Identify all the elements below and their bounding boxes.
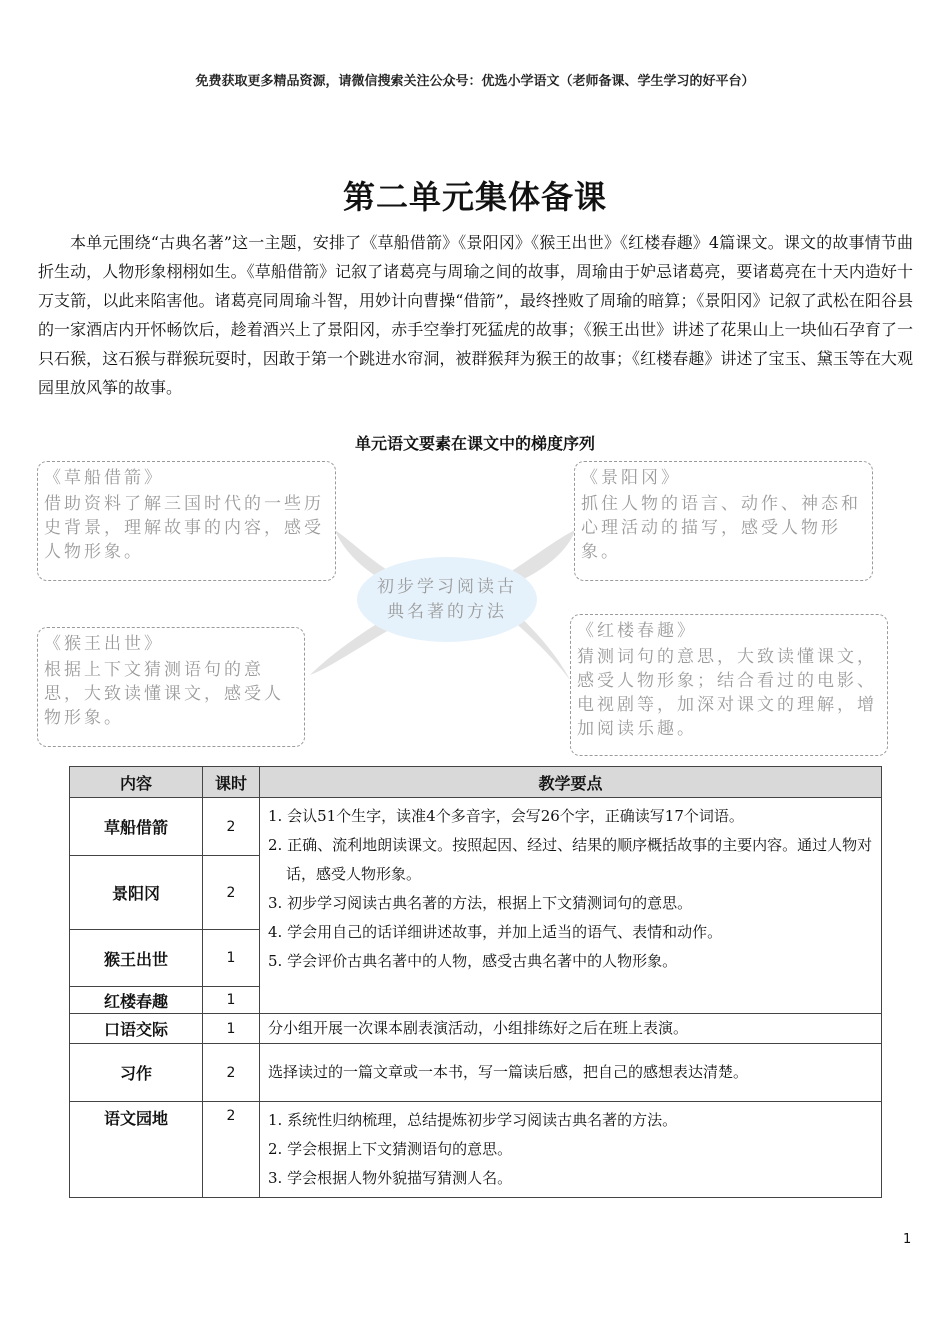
box-title: 《草船借箭》 (44, 468, 164, 488)
row-name: 习作 (70, 1044, 203, 1102)
row-hours: 2 (203, 856, 260, 930)
box-title: 《猴王出世》 (44, 634, 164, 654)
box-text: 猜测词句的意思，大致读懂课文，感受人物形象；结合看过的电影、电视剧等，加深对课文的理解，增加阅读乐趣。 (577, 647, 877, 739)
row-name: 猴王出世 (70, 930, 203, 987)
lesson-plan-table (69, 766, 882, 1198)
header-points: 教学要点 (260, 767, 882, 798)
header-hours: 课时 (203, 767, 260, 798)
table-row (70, 1014, 882, 1044)
table-header-row (70, 767, 882, 798)
mindmap-box-houwang (37, 627, 305, 747)
table-row (70, 1044, 882, 1102)
row-name: 草船借箭 (70, 798, 203, 856)
list-item: 2. 学会根据上下文猜测语句的意思。 (268, 1140, 513, 1158)
page-title: 第二单元集体备课 (342, 178, 607, 216)
list-item: 1. 会认51个生字，读准4个多音字，会写26个字，正确读写17个词语。 (268, 807, 744, 825)
list-item: 4. 学会用自己的话详细讲述故事，并加上适当的语气、表情和动作。 (268, 923, 723, 941)
promo-banner: 免费获取更多精品资源，请微信搜索关注公众号：优选小学语文（老师备课、学生学习的好平台） (195, 74, 755, 89)
row-hours: 1 (203, 987, 260, 1014)
list-item: 3. 学会根据人物外貌描写猜测人名。 (268, 1169, 513, 1187)
box-text: 借助资料了解三国时代的一些历史背景，理解故事的内容，感受人物形象。 (44, 494, 324, 562)
list-item: 3. 初步学习阅读古典名著的方法，根据上下文猜测词句的意思。 (268, 894, 693, 912)
box-title: 《红楼春趣》 (577, 621, 697, 641)
box-text: 抓住人物的语言、动作、神态和心理活动的描写，感受人物形象。 (581, 494, 861, 562)
table-row (70, 798, 882, 856)
mindmap-box-jingyanggang (574, 461, 873, 581)
intro-paragraph: 本单元围绕“古典名著”这一主题，安排了《草船借箭》《景阳冈》《猴王出世》《红楼春趣》4篇课文。课文的故事情节曲折生动，人物形象栩栩如生。《草船借箭》记叙了诸葛亮与周瑜之间的故事，周瑜由于妒忌诸葛亮，要诸葛亮在十天内造好十万支箭，以此来陷害他。诸葛亮同周瑜斗智，用妙计向曹操“借箭”，最终挫败了周瑜的暗算；《景阳冈》记叙了武松在阳谷县的一家酒店内开怀畅饮后，趁着酒兴上了景阳冈，赤手空拳打死猛虎的故事；《猴王出世》讲述了花果山上一块仙石孕育了一只石猴，这石猴与群猴玩耍时，因敢于第一个跳进水帘洞，被群猴拜为猴王的故事；《红楼春趣》讲述了宝玉、黛玉等在大观园里放风筝的故事。 (38, 233, 913, 397)
garden-points-list (268, 1106, 873, 1193)
list-item: 1. 系统性归纳梳理，总结提炼初步学习阅读古典名著的方法。 (268, 1111, 678, 1129)
reading-points-cell (260, 798, 882, 1014)
mindmap-center (357, 557, 537, 642)
table-row (70, 1102, 882, 1198)
header-content: 内容 (70, 767, 203, 798)
mindmap-box-caochuan (37, 461, 336, 581)
row-name: 口语交际 (70, 1014, 203, 1044)
box-title: 《景阳冈》 (581, 468, 681, 488)
page-number: 1 (903, 1232, 912, 1247)
mindmap-box-honglou (570, 614, 888, 756)
garden-points-cell (260, 1102, 882, 1198)
mindmap-subtitle: 单元语文要素在课文中的梯度序列 (354, 434, 595, 453)
center-text: 初步学习阅读古典名著的方法 (377, 576, 517, 622)
row-name: 红楼春趣 (70, 987, 203, 1014)
reading-points-list (268, 802, 873, 976)
row-hours: 1 (203, 930, 260, 987)
list-item: 2. 正确、流利地朗读课文。按照起因、经过、结果的顺序概括故事的主要内容。通过人物对话，感受人物形象。 (268, 836, 873, 883)
row-hours: 2 (203, 1102, 260, 1198)
row-hours: 2 (203, 798, 260, 856)
row-points: 选择读过的一篇文章或一本书，写一篇读后感，把自己的感想表达清楚。 (260, 1044, 882, 1102)
row-name: 景阳冈 (70, 856, 203, 930)
row-hours: 2 (203, 1044, 260, 1102)
row-hours: 1 (203, 1014, 260, 1044)
list-item: 5. 学会评价古典名著中的人物，感受古典名著中的人物形象。 (268, 952, 678, 970)
box-text: 根据上下文猜测语句的意思，大致读懂课文，感受人物形象。 (44, 660, 284, 728)
row-name: 语文园地 (70, 1102, 203, 1198)
row-points: 分小组开展一次课本剧表演活动，小组排练好之后在班上表演。 (260, 1014, 882, 1044)
